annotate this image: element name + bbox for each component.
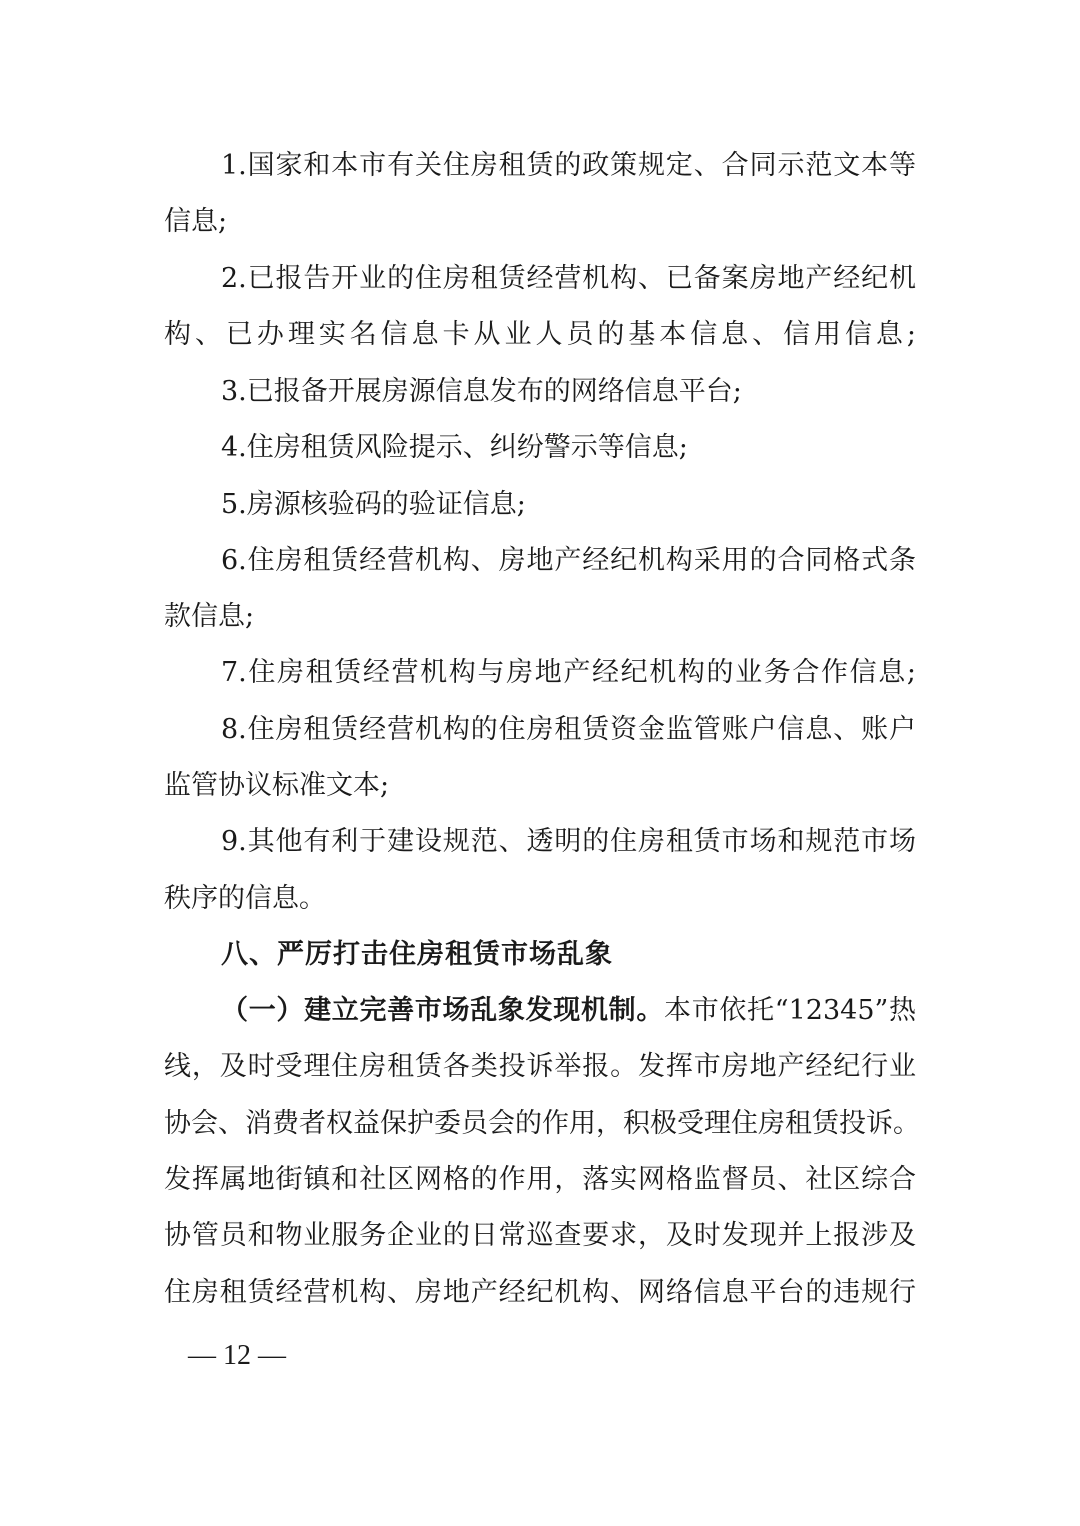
item-4-line: 4.住房租赁风险提示、纠纷警示等信息; xyxy=(221,432,688,463)
item-5-line: 5.房源核验码的验证信息; xyxy=(221,489,526,520)
item-8-line-2: 监管协议标准文本; xyxy=(164,770,390,801)
subsection-text: 本市依托“12345”热 xyxy=(664,995,916,1026)
paragraph-line-3: 协会、消费者权益保护委员会的作用，积极受理住房租赁投诉。 xyxy=(164,1108,920,1139)
subsection-title: （一）建立完善市场乱象发现机制。 xyxy=(221,995,665,1026)
item-2-line-1: 2.已报告开业的住房租赁经营机构、已备案房地产经纪机 xyxy=(221,263,916,294)
item-2-line-2: 构、已办理实名信息卡从业人员的基本信息、信用信息; xyxy=(164,319,916,350)
item-3-line: 3.已报备开展房源信息发布的网络信息平台; xyxy=(221,376,742,407)
item-6-line-2: 款信息; xyxy=(164,601,255,632)
item-6-line-1: 6.住房租赁经营机构、房地产经纪机构采用的合同格式条 xyxy=(221,545,916,576)
paragraph-line-5: 协管员和物业服务企业的日常巡查要求，及时发现并上报涉及 xyxy=(164,1220,916,1251)
paragraph-line-4: 发挥属地街镇和社区网格的作用，落实网格监督员、社区综合 xyxy=(164,1164,916,1195)
item-9-line-2: 秩序的信息。 xyxy=(164,883,326,914)
paragraph-line-2: 线，及时受理住房租赁各类投诉举报。发挥市房地产经纪行业 xyxy=(164,1051,916,1082)
paragraph-line-6: 住房租赁经营机构、房地产经纪机构、网络信息平台的违规行 xyxy=(164,1277,916,1308)
subsection-line-1 xyxy=(221,991,916,1031)
item-8-line-1: 8.住房租赁经营机构的住房租赁资金监管账户信息、账户 xyxy=(221,714,916,745)
item-1-line-1: 1.国家和本市有关住房租赁的政策规定、合同示范文本等 xyxy=(221,150,916,181)
page-number: — 12 — xyxy=(188,1340,286,1371)
section-heading: 八、严厉打击住房租赁市场乱象 xyxy=(221,939,613,970)
item-9-line-1: 9.其他有利于建设规范、透明的住房租赁市场和规范市场 xyxy=(221,826,916,857)
item-1-line-2: 信息; xyxy=(164,206,228,237)
item-7-line: 7.住房租赁经营机构与房地产经纪机构的业务合作信息; xyxy=(221,657,916,688)
